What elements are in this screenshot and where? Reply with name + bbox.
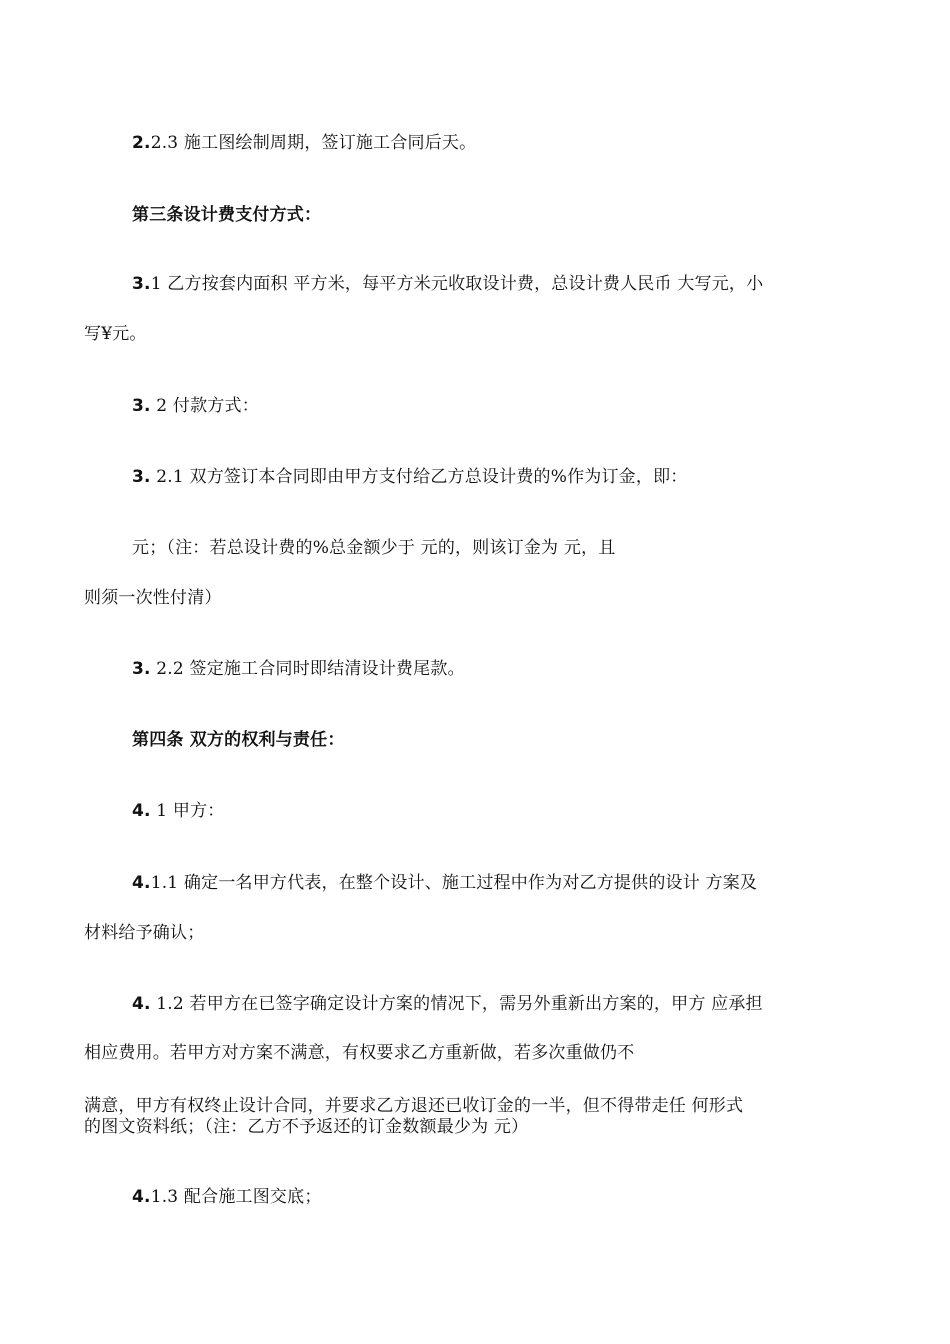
clause-3-2-1-note: 元；（注：若总设计费的%总金额少于 元的，则该订金为 元，且 [132,538,616,558]
clause-number: 4. [132,1187,151,1207]
clause-2-2-3 [132,133,476,153]
clause-3-2-1-note-continuation: 则须一次性付清） [84,588,222,608]
clause-4-1 [132,801,225,821]
clause-text: 1 乙方按套内面积 平方米，每平方米元收取设计费，总设计费人民币 大写元，小 [150,274,764,294]
clause-3-2-2 [132,659,465,679]
clause-4-1-1 [132,873,757,893]
clause-4-1-2-line-3: 满意，甲方有权终止设计合同，并要求乙方退还已收订金的一半，但不得带走任 何形式 [84,1096,744,1116]
clause-3-2-1 [132,467,687,487]
clause-4-1-2-line-4: 的图文资料纸；（注：乙方不予返还的订金数额最少为 元） [84,1117,529,1137]
clause-3-2 [132,396,259,416]
clause-4-1-2 [132,994,763,1014]
clause-4-1-1-continuation: 材料给予确认； [84,923,205,943]
clause-text: 2 付款方式： [150,396,259,416]
clause-number: 3. [132,467,151,487]
clause-text: 1 甲方： [150,801,225,821]
clause-4-1-3 [132,1187,322,1207]
clause-text: 1.1 确定一名甲方代表，在整个设计、施工过程中作为对乙方提供的设计 方案及 [150,873,758,893]
clause-text: 2.2 签定施工合同时即结清设计费尾款。 [150,659,465,679]
clause-text: 2.1 双方签订本合同即由甲方支付给乙方总设计费的%作为订金，即： [150,467,688,487]
clause-4-1-2-line-2: 相应费用。若甲方对方案不满意，有权要求乙方重新做，若多次重做仍不 [84,1043,635,1063]
clause-text: 2.3 施工图绘制周期，签订施工合同后天。 [150,133,477,153]
clause-number: 4. [132,994,151,1014]
clause-number: 3. [132,659,151,679]
clause-3-1-continuation: 写¥元。 [84,324,147,344]
clause-text: 1.2 若甲方在已签字确定设计方案的情况下，需另外重新出方案的，甲方 应承担 [150,994,763,1014]
clause-text: 1.3 配合施工图交底； [150,1187,322,1207]
clause-number: 3. [132,396,151,416]
article-4-heading: 第四条 双方的权利与责任： [132,730,345,750]
clause-number: 2. [132,133,151,153]
clause-3-1 [132,274,763,294]
clause-number: 4. [132,801,151,821]
clause-number: 3. [132,274,151,294]
clause-number: 4. [132,873,151,893]
article-3-heading: 第三条设计费支付方式： [132,205,322,225]
